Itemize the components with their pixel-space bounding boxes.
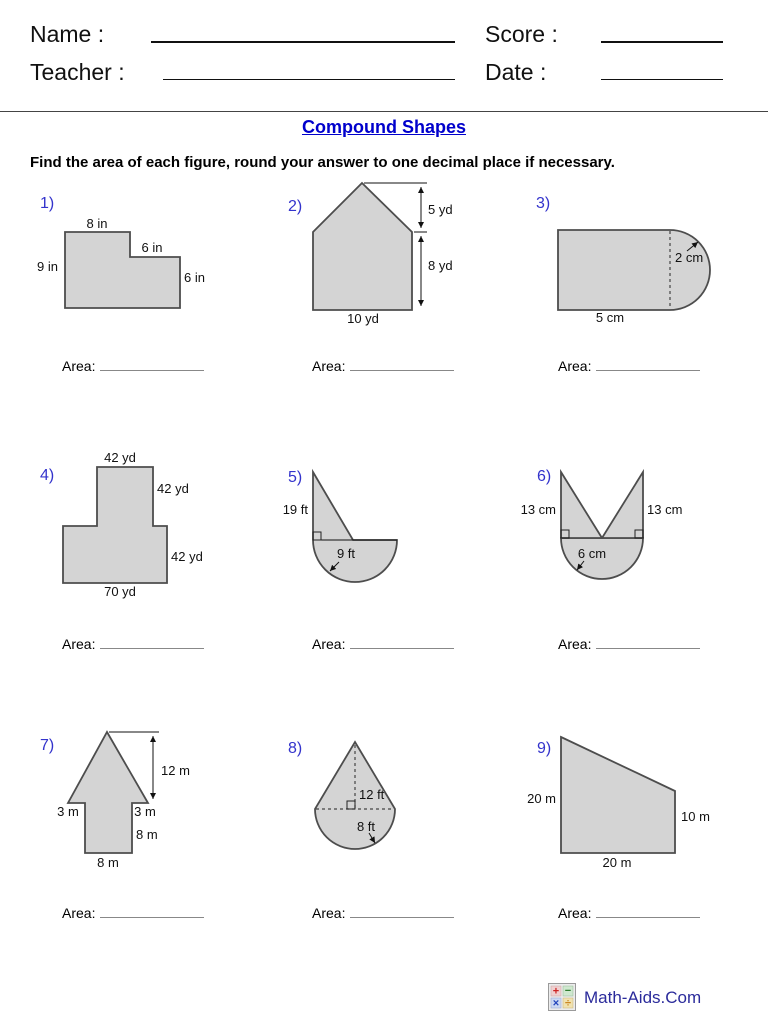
- dim-label: 8 ft: [356, 819, 376, 834]
- problem-9-figure: [525, 715, 760, 875]
- area-answer-line[interactable]: [350, 358, 454, 371]
- problem-7-number: 7): [40, 737, 55, 754]
- math-aids-logo-icon: [548, 983, 576, 1011]
- problem-6-number: 6): [537, 468, 552, 485]
- dim-label: 5 yd: [428, 202, 453, 217]
- area-label: Area:: [558, 905, 592, 921]
- problem-4-shape: [63, 467, 167, 583]
- problem-5-number: 5): [288, 469, 303, 486]
- dim-label: 10 m: [681, 809, 710, 824]
- times-icon: ×: [552, 997, 560, 1010]
- area-answer-line[interactable]: [350, 636, 454, 649]
- area-answer-line[interactable]: [350, 905, 454, 918]
- minus-icon: −: [564, 985, 572, 997]
- name-label: Name :: [30, 21, 105, 47]
- problem-3-number: 3): [536, 195, 551, 212]
- problem-7-figure: [30, 715, 240, 875]
- page-title: [0, 117, 768, 138]
- area-label: Area:: [558, 636, 592, 652]
- problem-3-figure: [525, 185, 760, 335]
- area-label: Area:: [62, 358, 96, 374]
- area-label: Area:: [312, 636, 346, 652]
- problem-3-shape: [558, 230, 710, 310]
- problem-8-figure: [278, 715, 473, 875]
- area-row-3: [558, 358, 700, 374]
- area-row-5: [312, 636, 454, 652]
- problem-1-figure: [30, 185, 230, 325]
- dim-label: 3 m: [57, 804, 79, 819]
- dim-label: 8 in: [86, 216, 108, 231]
- date-line[interactable]: [601, 79, 723, 80]
- score-line[interactable]: [601, 41, 723, 43]
- problem-5-shape: [313, 472, 397, 582]
- dim-label: 9 in: [37, 259, 58, 274]
- dim-label: 19 ft: [282, 502, 308, 517]
- area-label: Area:: [558, 358, 592, 374]
- date-label: Date :: [485, 59, 547, 85]
- dim-label: 10 yd: [347, 311, 379, 326]
- area-label: Area:: [312, 358, 346, 374]
- area-answer-line[interactable]: [596, 636, 700, 649]
- problem-5-figure: [278, 445, 473, 605]
- area-answer-line[interactable]: [100, 636, 204, 649]
- problem-2-shape: [313, 183, 412, 310]
- problem-2-figure: [278, 175, 478, 335]
- area-row-4: [62, 636, 204, 652]
- teacher-line[interactable]: [163, 79, 455, 80]
- area-row-2: [312, 358, 454, 374]
- dim-label: 20 m: [602, 855, 632, 870]
- dim-label: 2 cm: [675, 250, 704, 265]
- area-label: Area:: [62, 905, 96, 921]
- dim-label: 42 yd: [157, 481, 189, 496]
- dim-label: 9 ft: [336, 546, 356, 561]
- dim-label: 20 m: [527, 791, 556, 806]
- instruction-text: Find the area of each figure, round your answer to one decimal place if necessary.: [30, 154, 615, 171]
- dim-label: 5 cm: [595, 310, 625, 325]
- area-answer-line[interactable]: [596, 358, 700, 371]
- teacher-label: Teacher :: [30, 59, 125, 85]
- problem-8-number: 8): [288, 740, 303, 757]
- dim-label: 70 yd: [104, 584, 136, 599]
- dim-label: 8 m: [136, 827, 158, 842]
- dim-label: 12 ft: [359, 787, 385, 802]
- area-row-1: [62, 358, 204, 374]
- dim-label: 8 yd: [428, 258, 453, 273]
- math-aids-brand-link[interactable]: Math-Aids.Com: [584, 988, 702, 1007]
- area-label: Area:: [62, 636, 96, 652]
- plus-icon: +: [552, 985, 560, 998]
- problem-1-number: 1): [40, 195, 55, 212]
- dim-label: 13 cm: [647, 502, 683, 517]
- dim-label: 8 m: [97, 855, 119, 870]
- name-line[interactable]: [151, 41, 455, 43]
- problem-4-number: 4): [40, 467, 55, 484]
- dim-label: 6 in: [184, 270, 205, 285]
- divide-icon: ÷: [564, 997, 572, 1010]
- area-answer-line[interactable]: [596, 905, 700, 918]
- dim-label: 42 yd: [104, 450, 136, 465]
- dim-label: 6 cm: [577, 546, 607, 561]
- problem-1-shape: [65, 232, 180, 308]
- dim-label: 13 cm: [520, 502, 556, 517]
- area-answer-line[interactable]: [100, 358, 204, 371]
- page-title-text: Compound Shapes: [301, 117, 466, 137]
- dim-label: 3 m: [134, 804, 156, 819]
- problem-6-right-triangle: [602, 472, 643, 538]
- area-row-7: [62, 905, 204, 921]
- problem-4-figure: [30, 445, 240, 605]
- problem-6-figure: [520, 445, 760, 605]
- header-divider: [0, 111, 768, 112]
- dim-label: 42 yd: [171, 549, 203, 564]
- problem-9-shape: [561, 737, 675, 853]
- area-row-8: [312, 905, 454, 921]
- problem-6-left-triangle: [561, 472, 602, 538]
- problem-9-number: 9): [537, 740, 552, 757]
- dim-label: 6 in: [141, 240, 163, 255]
- score-label: Score :: [485, 21, 558, 47]
- problem-2-number: 2): [288, 198, 303, 215]
- area-row-6: [558, 636, 700, 652]
- area-label: Area:: [312, 905, 346, 921]
- area-row-9: [558, 905, 700, 921]
- dim-label: 12 m: [161, 763, 190, 778]
- area-answer-line[interactable]: [100, 905, 204, 918]
